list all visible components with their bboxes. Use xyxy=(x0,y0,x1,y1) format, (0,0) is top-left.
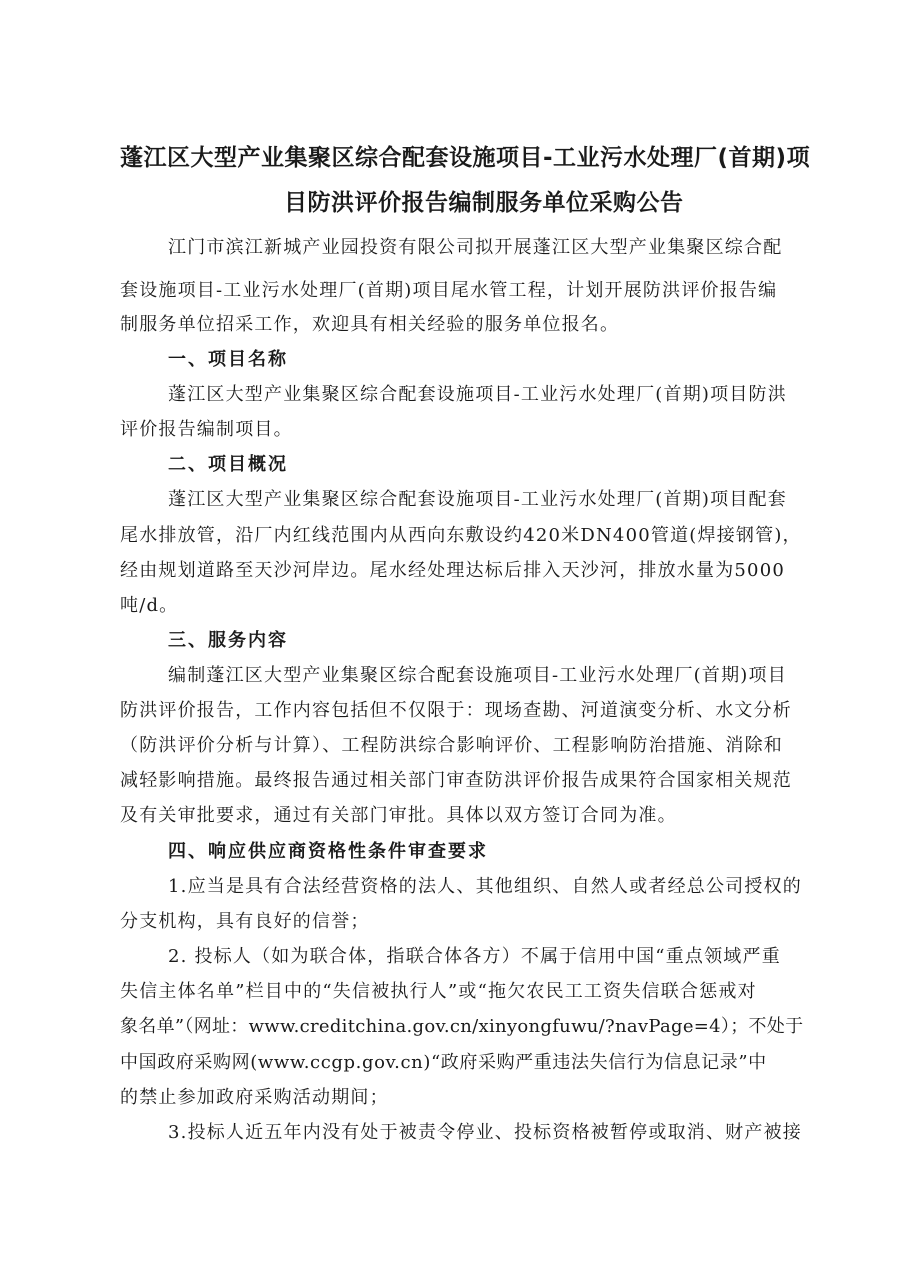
document-title-line-2: 目防洪评价报告编制服务单位采购公告 xyxy=(284,190,684,216)
service-content-line-5: 及有关审批要求，通过有关部门审批。具体以双方签订合同为准。 xyxy=(120,805,677,826)
project-name-line-1: 蓬江区大型产业集聚区综合配套设施项目-工业污水处理厂(首期)项目防洪 xyxy=(168,384,787,405)
service-content-line-4: 减轻影响措施。最终报告通过相关部门审查防洪评价报告成果符合国家相关规范 xyxy=(120,770,792,791)
section-heading-project-name: 一、项目名称 xyxy=(168,349,288,370)
intro-line-3: 制服务单位招采工作，欢迎具有相关经验的服务单位报名。 xyxy=(120,314,620,335)
qualification-item-2-line-2: 失信主体名单”栏目中的“失信被执行人”或“拖欠农民工工资失信联合惩戒对 xyxy=(120,981,757,1002)
overview-line-4: 吨/d。 xyxy=(120,595,179,616)
qualification-item-2-line-5: 的禁止参加政府采购活动期间； xyxy=(120,1087,389,1108)
intro-line-1: 江门市滨江新城产业园投资有限公司拟开展蓬江区大型产业集聚区综合配 xyxy=(168,237,783,258)
qualification-item-3-line-1: 3.投标人近五年内没有处于被责令停业、投标资格被暂停或取消、财产被接 xyxy=(168,1122,802,1143)
qualification-item-2-line-1: 2. 投标人（如为联合体，指联合体各方）不属于信用中国“重点领域严重 xyxy=(168,946,781,967)
qualification-item-1-line-1: 1.应当是具有合法经营资格的法人、其他组织、自然人或者经总公司授权的 xyxy=(168,876,802,897)
qualification-item-1-line-2: 分支机构，具有良好的信誉； xyxy=(120,911,370,932)
service-content-line-2: 防洪评价报告，工作内容包括但不仅限于：现场查勘、河道演变分析、水文分析 xyxy=(120,700,792,721)
section-heading-service-content: 三、服务内容 xyxy=(168,630,288,651)
overview-line-2: 尾水排放管，沿厂内红线范围内从西向东敷设约420米DN400管道(焊接钢管)， xyxy=(120,525,802,546)
section-heading-overview: 二、项目概况 xyxy=(168,454,288,475)
project-name-line-2: 评价报告编制项目。 xyxy=(120,419,293,440)
intro-line-2: 套设施项目-工业污水处理厂(首期)项目尾水管工程，计划开展防洪评价报告编 xyxy=(120,280,778,301)
qualification-item-2-line-4: 中国政府采购网(www.ccgp.gov.cn)“政府采购严重违法失信行为信息记录”中 xyxy=(120,1052,767,1073)
document-title-line-1: 蓬江区大型产业集聚区综合配套设施项目-工业污水处理厂(首期)项 xyxy=(120,145,811,171)
service-content-line-1: 编制蓬江区大型产业集聚区综合配套设施项目-工业污水处理厂(首期)项目 xyxy=(168,665,787,686)
overview-line-3: 经由规划道路至天沙河岸边。尾水经处理达标后排入天沙河，排放水量为5000 xyxy=(120,560,786,581)
service-content-line-3: （防洪评价分析与计算）、工程防洪综合影响评价、工程影响防治措施、消除和 xyxy=(120,735,783,756)
section-heading-qualification: 四、响应供应商资格性条件审查要求 xyxy=(168,841,488,862)
overview-line-1: 蓬江区大型产业集聚区综合配套设施项目-工业污水处理厂(首期)项目配套 xyxy=(168,489,787,510)
qualification-item-2-line-3: 象名单”（网址：www.creditchina.gov.cn/xinyongfuwu/?navPage=4）；不处于 xyxy=(120,1016,804,1037)
